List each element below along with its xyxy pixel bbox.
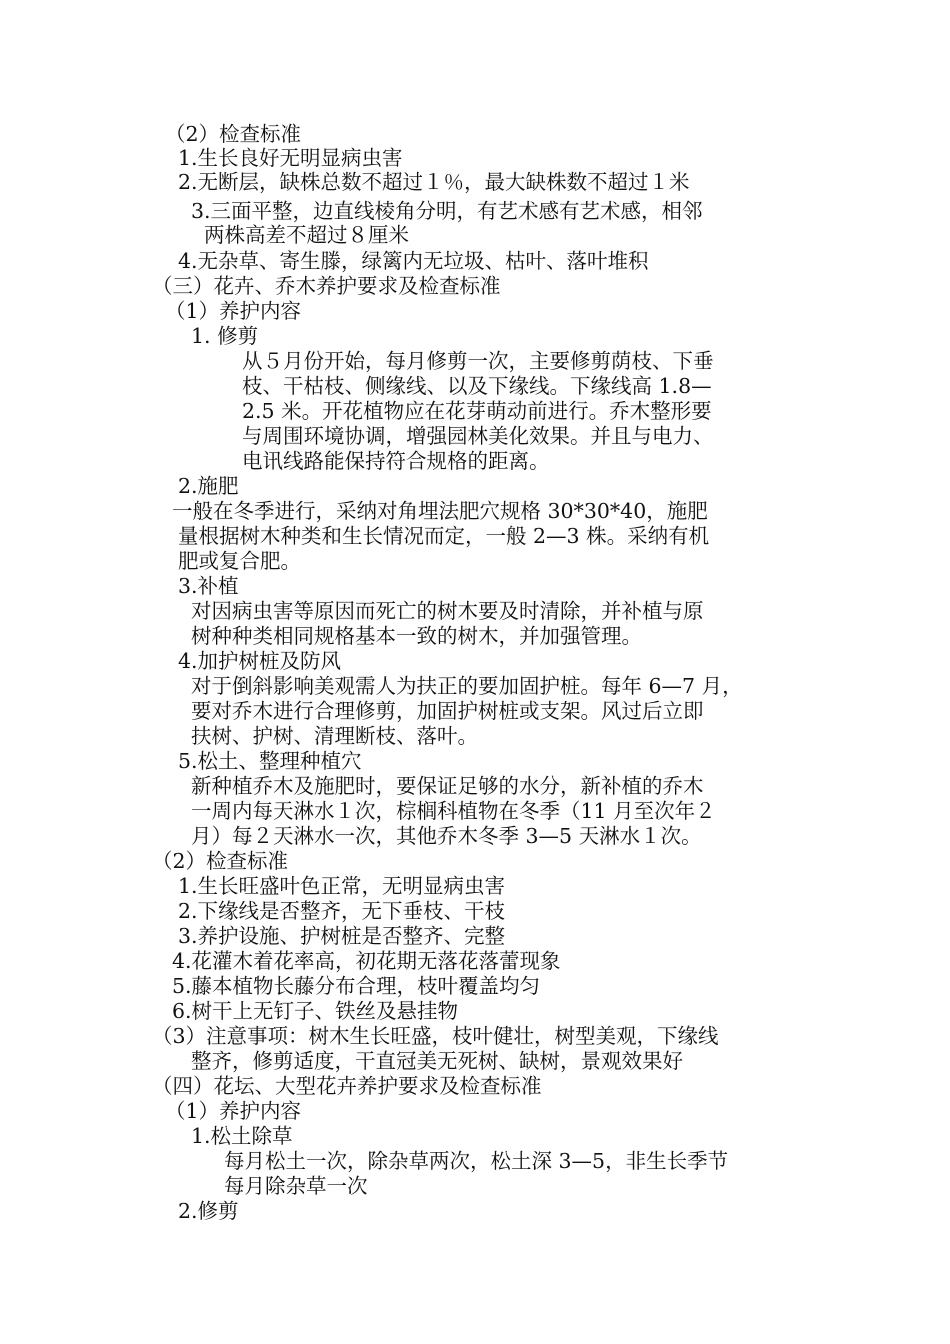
paragraph-line: 枝、干枯枝、侧缘线、以及下缘线。下缘线高 1.8— <box>242 374 712 398</box>
item-heading: 2.施肥 <box>178 474 239 498</box>
list-item: 4.花灌木着花率高，初花期无落花落蕾现象 <box>172 949 561 973</box>
paragraph-line: 从５月份开始，每月修剪一次，主要修剪荫枝、下垂 <box>242 349 714 373</box>
paragraph-line: 量根据树木种类和生长情况而定，一般 2—3 株。采纳有机 <box>178 524 710 548</box>
list-item: 3.三面平整，边直线棱角分明，有艺术感有艺术感，相邻 <box>191 199 703 223</box>
item-heading: 5.松土、整理种植穴 <box>178 749 362 773</box>
paragraph-line: 每月松土一次，除杂草两次，松土深 3—5，非生长季节 <box>224 1149 729 1173</box>
item-heading: 1. 修剪 <box>191 324 259 348</box>
paragraph-line: 月）每２天淋水一次，其他乔木冬季 3—5 天淋水１次。 <box>191 824 702 848</box>
section-heading: （四）花坛、大型花卉养护要求及检查标准 <box>152 1074 542 1098</box>
paragraph-line: 要对乔木进行合理修剪，加固护树桩或支架。风过后立即 <box>191 699 704 723</box>
list-item: 3.养护设施、护树桩是否整齐、完整 <box>178 924 506 948</box>
list-item: 2.无断层，缺株总数不超过１％，最大缺株数不超过１米 <box>178 170 690 194</box>
paragraph-line: 2.5 米。开花植物应在花芽萌动前进行。乔木整形要 <box>242 399 712 423</box>
item-heading: 1.松土除草 <box>191 1124 293 1148</box>
paragraph-line: 新种植乔木及施肥时，要保证足够的水分，新补植的乔木 <box>191 774 704 798</box>
subsection-heading: （1）养护内容 <box>165 299 302 323</box>
paragraph-line: 对于倒斜影响美观需人为扶正的要加固护桩。每年 6—7 月， <box>191 674 743 698</box>
item-heading: 4.加护树桩及防风 <box>178 649 342 673</box>
list-item-continued: 两株高差不超过８厘米 <box>204 223 409 247</box>
item-heading: 3.补植 <box>178 574 239 598</box>
heading-check-standard: （2）检查标准 <box>165 122 302 146</box>
paragraph-line: 电讯线路能保持符合规格的距离。 <box>242 449 550 473</box>
notes-line-continued: 整齐，修剪适度，干直冠美无死树、缺树，景观效果好 <box>191 1049 683 1073</box>
section-heading: （三）花卉、乔木养护要求及检查标准 <box>152 274 501 298</box>
list-item: 1.生长旺盛叶色正常，无明显病虫害 <box>178 874 506 898</box>
subsection-heading: （2）检查标准 <box>152 849 289 873</box>
paragraph-line: 一般在冬季进行，采纳对角埋法肥穴规格 30*30*40，施肥 <box>172 499 708 523</box>
list-item: 5.藤本植物长藤分布合理，枝叶覆盖均匀 <box>172 974 541 998</box>
list-item: 6.树干上无钉子、铁丝及悬挂物 <box>172 999 459 1023</box>
paragraph-line: 扶树、护树、清理断枝、落叶。 <box>191 724 478 748</box>
paragraph-line: 与周围环境协调，增强园林美化效果。并且与电力、 <box>242 424 714 448</box>
paragraph-line: 对因病虫害等原因而死亡的树木要及时清除，并补植与原 <box>191 599 704 623</box>
list-item: 4.无杂草、寄生滕，绿篱内无垃圾、枯叶、落叶堆积 <box>178 249 649 273</box>
list-item: 1.生长良好无明显病虫害 <box>178 146 403 170</box>
paragraph-line: 树种种类相同规格基本一致的树木，并加强管理。 <box>191 624 642 648</box>
paragraph-line: 每月除杂草一次 <box>224 1174 368 1198</box>
list-item: 2.下缘线是否整齐，无下垂枝、干枝 <box>178 899 506 923</box>
subsection-heading: （1）养护内容 <box>165 1099 302 1123</box>
item-heading: 2.修剪 <box>178 1199 239 1223</box>
paragraph-line: 一周内每天淋水１次，棕榈科植物在冬季（11 月至次年２ <box>191 799 716 823</box>
notes-line: （3）注意事项：树木生长旺盛，枝叶健壮，树型美观，下缘线 <box>152 1024 719 1048</box>
paragraph-line: 肥或复合肥。 <box>178 549 301 573</box>
